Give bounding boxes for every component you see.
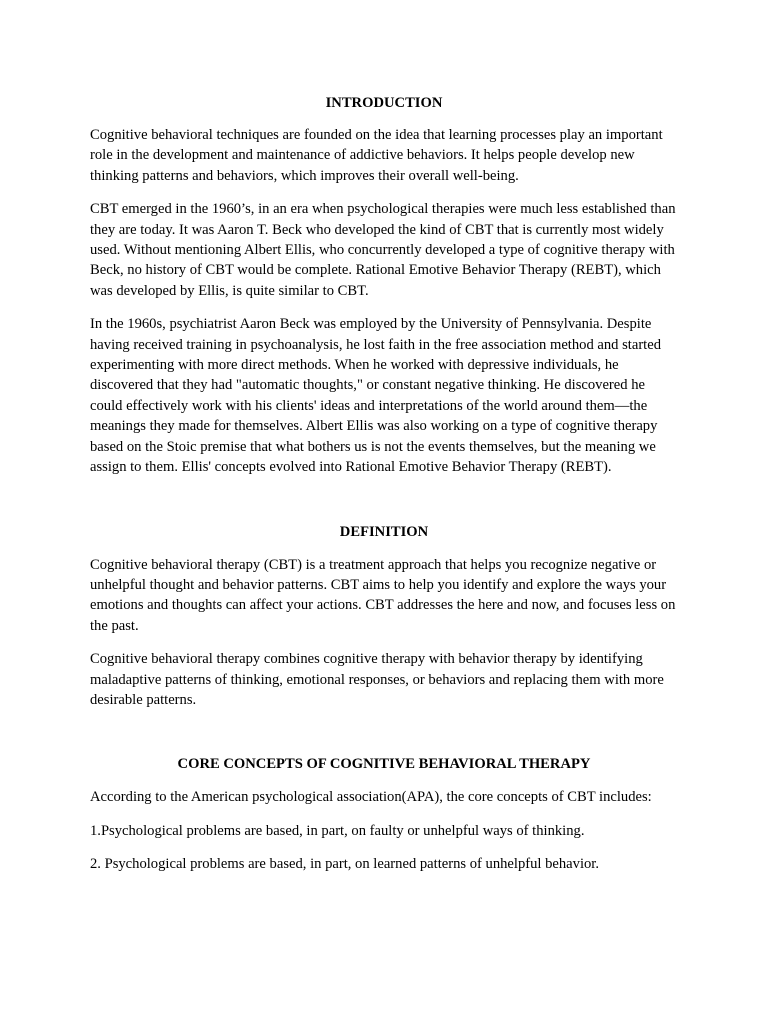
core-concepts-intro: According to the American psychological association(APA), the core concepts of CBT includes: <box>90 789 652 806</box>
definition-paragraph-1: Cognitive behavioral therapy (CBT) is a treatment approach that helps you recognize negative or unhelpful thought and behavior patterns. CBT aims to help you identify and explore the ways your emotions and thoughts can affect your actions. CBT addresses the here and now, and focuses less on the past. <box>90 556 676 634</box>
introduction-heading: INTRODUCTION <box>325 95 443 111</box>
definition-paragraph-2: Cognitive behavioral therapy combines cognitive therapy with behavior therapy by identifying maladaptive patterns of thinking, emotional responses, or behaviors and replacing them with more desirable patterns. <box>90 651 664 708</box>
core-concept-item-1: 1.Psychological problems are based, in part, on faulty or unhelpful ways of thinking. <box>90 822 585 839</box>
core-concept-item-2: 2. Psychological problems are based, in part, on learned patterns of unhelpful behavior. <box>90 856 600 873</box>
intro-paragraph-1: Cognitive behavioral techniques are founded on the idea that learning processes play an important role in the development and maintenance of addictive behaviors. It helps people develop new thinking patterns and behaviors, which improves their overall well-being. <box>90 127 663 184</box>
document-page <box>90 93 678 875</box>
intro-paragraph-3: In the 1960s, psychiatrist Aaron Beck was employed by the University of Pennsylvania. Despite having received training in psychoanalysis, he lost faith in the free association method and started experimenting with more direct methods. When he worked with depressive individuals, he discovered that they had "automatic thoughts," or constant negative thinking. He discovered he could effectively work with his clients' ideas and interpretations of the world around them—the meanings they made for themselves. Albert Ellis was also working on a type of cognitive therapy based on the Stoic premise that what bothers us is not the events themselves, but the meaning we assign to them. Ellis' concepts evolved into Rational Emotive Behavior Therapy (REBT). <box>90 316 662 476</box>
core-concepts-heading: CORE CONCEPTS OF COGNITIVE BEHAVIORAL THERAPY <box>177 756 591 773</box>
intro-paragraph-2: CBT emerged in the 1960’s, in an era when psychological therapies were much less established than they are today. It was Aaron T. Beck who developed the kind of CBT that is currently most widely used. Without mentioning Albert Ellis, who concurrently developed a type of cognitive therapy with Beck, no history of CBT would be complete. Rational Emotive Behavior Therapy (REBT), which was developed by Ellis, is quite similar to CBT. <box>90 201 676 299</box>
definition-heading: DEFINITION <box>339 523 429 540</box>
